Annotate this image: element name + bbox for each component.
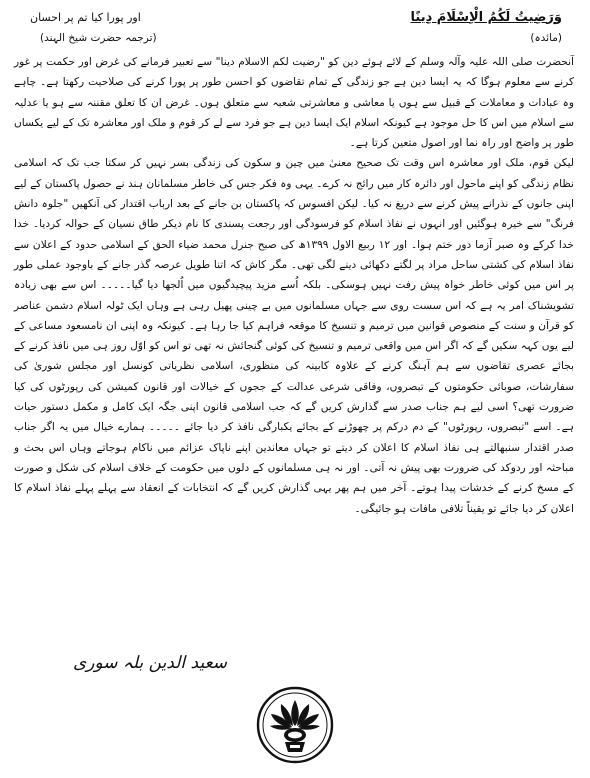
page-subheader — [40, 30, 562, 46]
author-signature: سعید الدین بلہ سوری — [72, 653, 228, 673]
floral-medallion-icon — [256, 686, 334, 764]
paragraph: لیکن قوم، ملک اور معاشرہ اس وقت تک صحیح معنیٰ میں چین و سکون کی زندگی بسر نہیں کر سکتا جب تک کہ اسلامی نظام زندگی کو اپنے ماحول اور دائرہ کار میں رائج نہ کرے۔ یہی وہ فکر جس کی خاطر مسلمانان ہند نے حصول پاکستان کے لیے اپنی جانوں کے نذرانے پیش کرنے سے دریغ نہ کیا۔ لیکن افسوس کہ پاکستان بن جانے کے بعد ارباب اقتدار کی آنکھیں "جلوہ دانش فرنگ" سے خیرہ ہوگئیں اور انہوں نے نفاذ اسلام کو فرسودگی اور رجعت پسندی کا نام دیکر طاق نسیان کے حوالہ کردیا۔ خدا خدا کرکے وہ صبر آزما دور ختم ہوا۔ اور ۱۲ ربیع الاول ۱۳۹۹ھ کی صبح جنرل محمد ضیاء الحق کے اسلامی حدود کے اعلان سے نفاذ اسلام کی کشتی ساحل مراد پر لگتے دکھائی دینے لگی تھی۔ مگر کاش کہ اتنا طویل عرصہ گذر جانے کے باوجود عملی طور پر اس میں کوئی خاطر خواہ پیش رفت نہیں ہوسکی۔ بلکہ اُسے مزید پیچیدگیوں میں اُلجھا دیا گیا۔۔۔۔۔ اس سے بھی زیادہ تشویشناک امر یہ ہے کہ اس سست روی سے جہاں مسلمانوں میں بے چینی پھیل رہی ہے وہاں ایک ٹولہ اسلام دشمن عناصر کو قرآن و سنت کے منصوص قوانین میں ترمیم و تنسیخ کا موقعہ فراہم کیا جا رہا ہے۔ کیونکہ وہ اپنی ان نامسعود مساعی کے لیے یوں کہہ سکیں گے کہ اگر اس میں واقعی ترمیم و تنسیخ کی کوئی گنجائش نہ تھی تو اس کو اوّل روز ہی میں نافذ کرنے کے بجائے عصری تقاضوں سے ہم آہنگ کرنے کے علاوہ کابینہ کی منظوری، اسلامی نظریاتی کونسل اور مجلس شوریٰ کی سفارشات، صوبائی حکومتوں کے تبصروں، وفاقی شرعی عدالت کے ججوں کے خیالات اور قانون کمیشن کی رپورٹوں کی کیا ضرورت تھی؟ اسی لیے ہم جناب صدر سے گذارش کریں گے کہ جب اسلامی قانون اپنی جگہ ایک کامل و مکمل دستور حیات ہے۔ اسے "تبصروں، رپورٹوں" کے دم درکم پر چھوڑنے کے بجائے یکبارگی نافذ کر دیا جائے ۔۔۔۔۔ ہمارے خیال میں یہ اگر جناب صدر اقتدار سنبھالتے ہی نفاذ اسلام کا اعلان کر دیتے تو جہاں معاندین اپنے ناپاک عزائم میں ناکام ہوجاتے وہاں اس بحث و مباحثہ اور ردوکد کی ضرورت بھی پیش نہ آتی۔ اور نہ ہی مسلمانوں کے دلوں میں حکومت کے خلاف اسلام کی شکل و صورت کے مسخ کرنے کے خدشات پیدا ہوتے۔ آخر میں ہم پھر یہی گذارش کریں گے کہ انتخابات کے انعقاد سے پہلے پہلے نفاذ اسلام کا اعلان کر دیا جائے تو یقیناً تلافی مافات ہو جائیگی۔ — [14, 157, 574, 515]
paragraph: آنحضرت صلی اللہ علیہ وآلہ وسلم کے لائے ہوئے دین کو "رضیت لکم الاسلام دینا" سے تعبیر فرمانے کی غرض اور حکمت پر غور کرنے سے معلوم ہوگا کہ یہ ایسا دین ہے جو زندگی کے تمام تقاضوں کو احسن طور پر پورا کرنے کی صلاحیت رکھتا ہے۔ چاہے وہ عبادات و معاملات کے قبیل سے ہوں یا معاشی و معاشرتی شعبہ سے متعلق ہوں۔ غرض ان کا تعلق مقننہ سے ہو یا عدلیہ سے اسلام میں اس کا حل موجود ہے کیونکہ اسلام ایک ایسا دین ہے جو فرد سے لے کر قوم و ملک اور معاشرہ تک کے لیے یکساں طور پر واضح اور راہ نما اور اصول متعین کرتا ہے۔ — [14, 56, 574, 150]
quranic-verse: وَرَضِيتُ لَكُمُ الْاِسْلَامَ دِينًا — [410, 9, 562, 25]
editorial-body — [14, 52, 574, 519]
page-header — [30, 6, 562, 28]
verse-translation: اور پورا کیا تم پر احسان — [30, 10, 141, 24]
surah-reference: (مائدہ) — [530, 32, 562, 44]
translator-credit: (ترجمہ حضرت شیخ الہند) — [40, 32, 157, 44]
